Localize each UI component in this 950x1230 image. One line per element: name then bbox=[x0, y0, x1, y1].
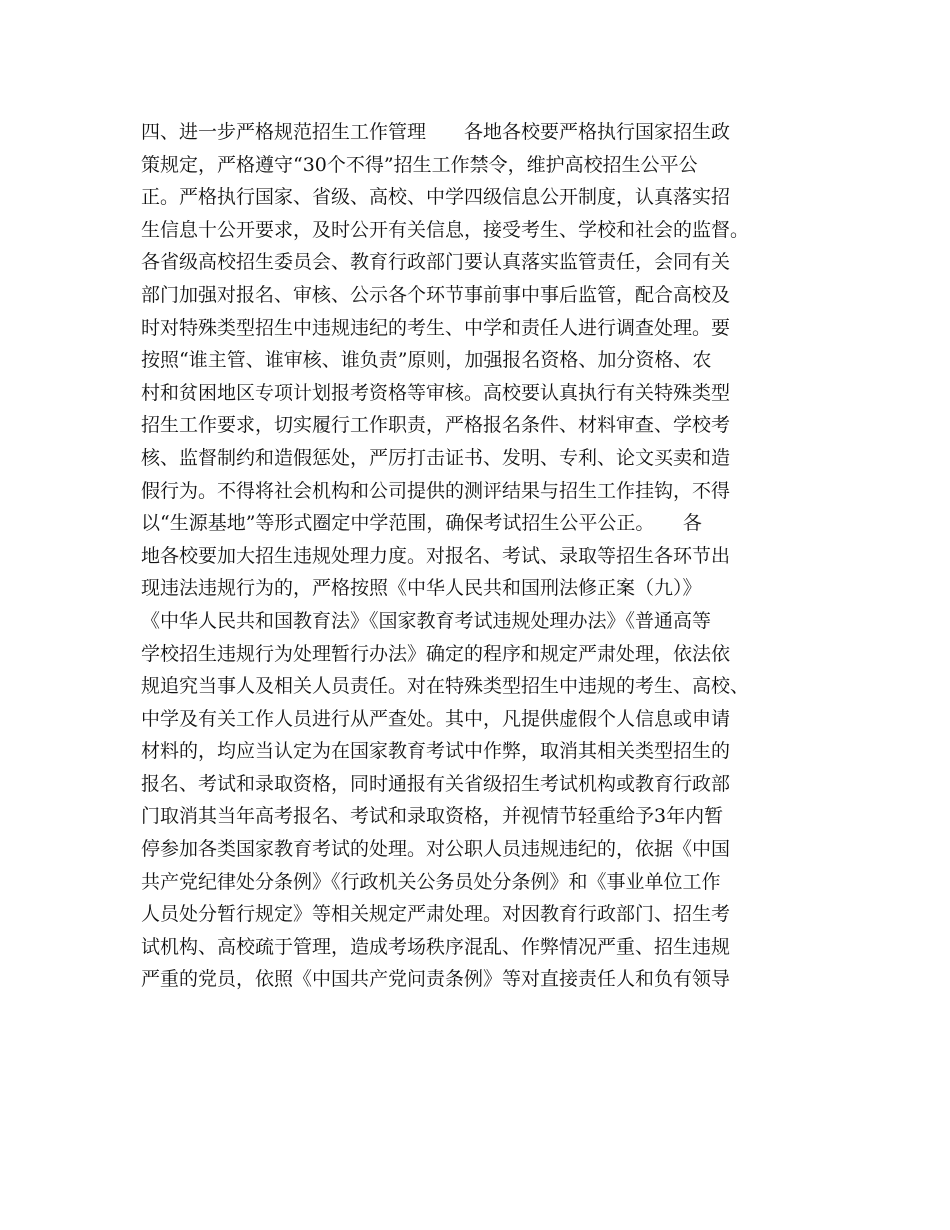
text-line: 材料的，均应当认定为在国家教育考试中作弊，取消其相关类型招生的 bbox=[141, 740, 731, 763]
text-line: 核、监督制约和造假惩处，严厉打击证书、发明、专利、论文买卖和造 bbox=[141, 446, 731, 469]
text-line: 各省级高校招生委员会、教育行政部门要认真落实监管责任，会同有关 bbox=[141, 251, 731, 274]
text-line: 以“生源基地”等形式圈定中学范围，确保考试招生公平公正。 各 bbox=[141, 512, 702, 535]
text-line: 招生工作要求，切实履行工作职责，严格报名条件、材料审查、学校考 bbox=[141, 414, 731, 437]
text-line: 四、进一步严格规范招生工作管理 各地各校要严格执行国家招生政 bbox=[141, 121, 731, 143]
body-text bbox=[141, 116, 831, 996]
text-line: 部门加强对报名、审核、公示各个环节事前事中事后监管，配合高校及 bbox=[141, 283, 731, 306]
text-line: 假行为。不得将社会机构和公司提供的测评结果与招生工作挂钩，不得 bbox=[141, 479, 731, 502]
text-line: 严重的党员，依照《中国共产党问责条例》等对直接责任人和负有领导 bbox=[141, 968, 731, 991]
text-line: 地各校要加大招生违规处理力度。对报名、考试、录取等招生各环节出 bbox=[141, 544, 731, 567]
text-line: 按照“谁主管、谁审核、谁负责”原则，加强报名资格、加分资格、农 bbox=[141, 349, 712, 372]
text-line: 《中华人民共和国教育法》《国家教育考试违规处理办法》《普通高等 bbox=[141, 609, 712, 632]
text-line: 共产党纪律处分条例》《行政机关公务员处分条例》和《事业单位工作 bbox=[141, 870, 721, 893]
text-line: 中学及有关工作人员进行从严查处。其中，凡提供虚假个人信息或申请 bbox=[141, 707, 731, 730]
text-line: 试机构、高校疏于管理，造成考场秩序混乱、作弊情况严重、招生违规 bbox=[141, 935, 731, 958]
text-line: 时对特殊类型招生中违规违纪的考生、中学和责任人进行调查处理。要 bbox=[141, 316, 731, 339]
text-line: 生信息十公开要求，及时公开有关信息，接受考生、学校和社会的监督。 bbox=[141, 218, 750, 241]
text-line: 人员处分暂行规定》等相关规定严肃处理。对因教育行政部门、招生考 bbox=[141, 903, 731, 926]
text-line: 现违法违规行为的，严格按照《中华人民共和国刑法修正案（九）》 bbox=[141, 577, 702, 600]
text-line: 正。严格执行国家、省级、高校、中学四级信息公开制度，认真落实招 bbox=[141, 186, 731, 209]
text-line: 学校招生违规行为处理暂行办法》确定的程序和规定严肃处理，依法依 bbox=[141, 642, 731, 665]
text-line: 策规定，严格遵守“30个不得”招生工作禁令，维护高校招生公平公 bbox=[141, 153, 698, 176]
text-line: 规追究当事人及相关人员责任。对在特殊类型招生中违规的考生、高校、 bbox=[141, 675, 750, 698]
text-line: 报名、考试和录取资格，同时通报有关省级招生考试机构或教育行政部 bbox=[141, 772, 731, 795]
text-line: 村和贫困地区专项计划报考资格等审核。高校要认真执行有关特殊类型 bbox=[141, 381, 731, 404]
text-line: 门取消其当年高考报名、考试和录取资格，并视情节轻重给予3年内暂 bbox=[141, 805, 724, 828]
text-line: 停参加各类国家教育考试的处理。对公职人员违规违纪的，依据《中国 bbox=[141, 838, 731, 861]
